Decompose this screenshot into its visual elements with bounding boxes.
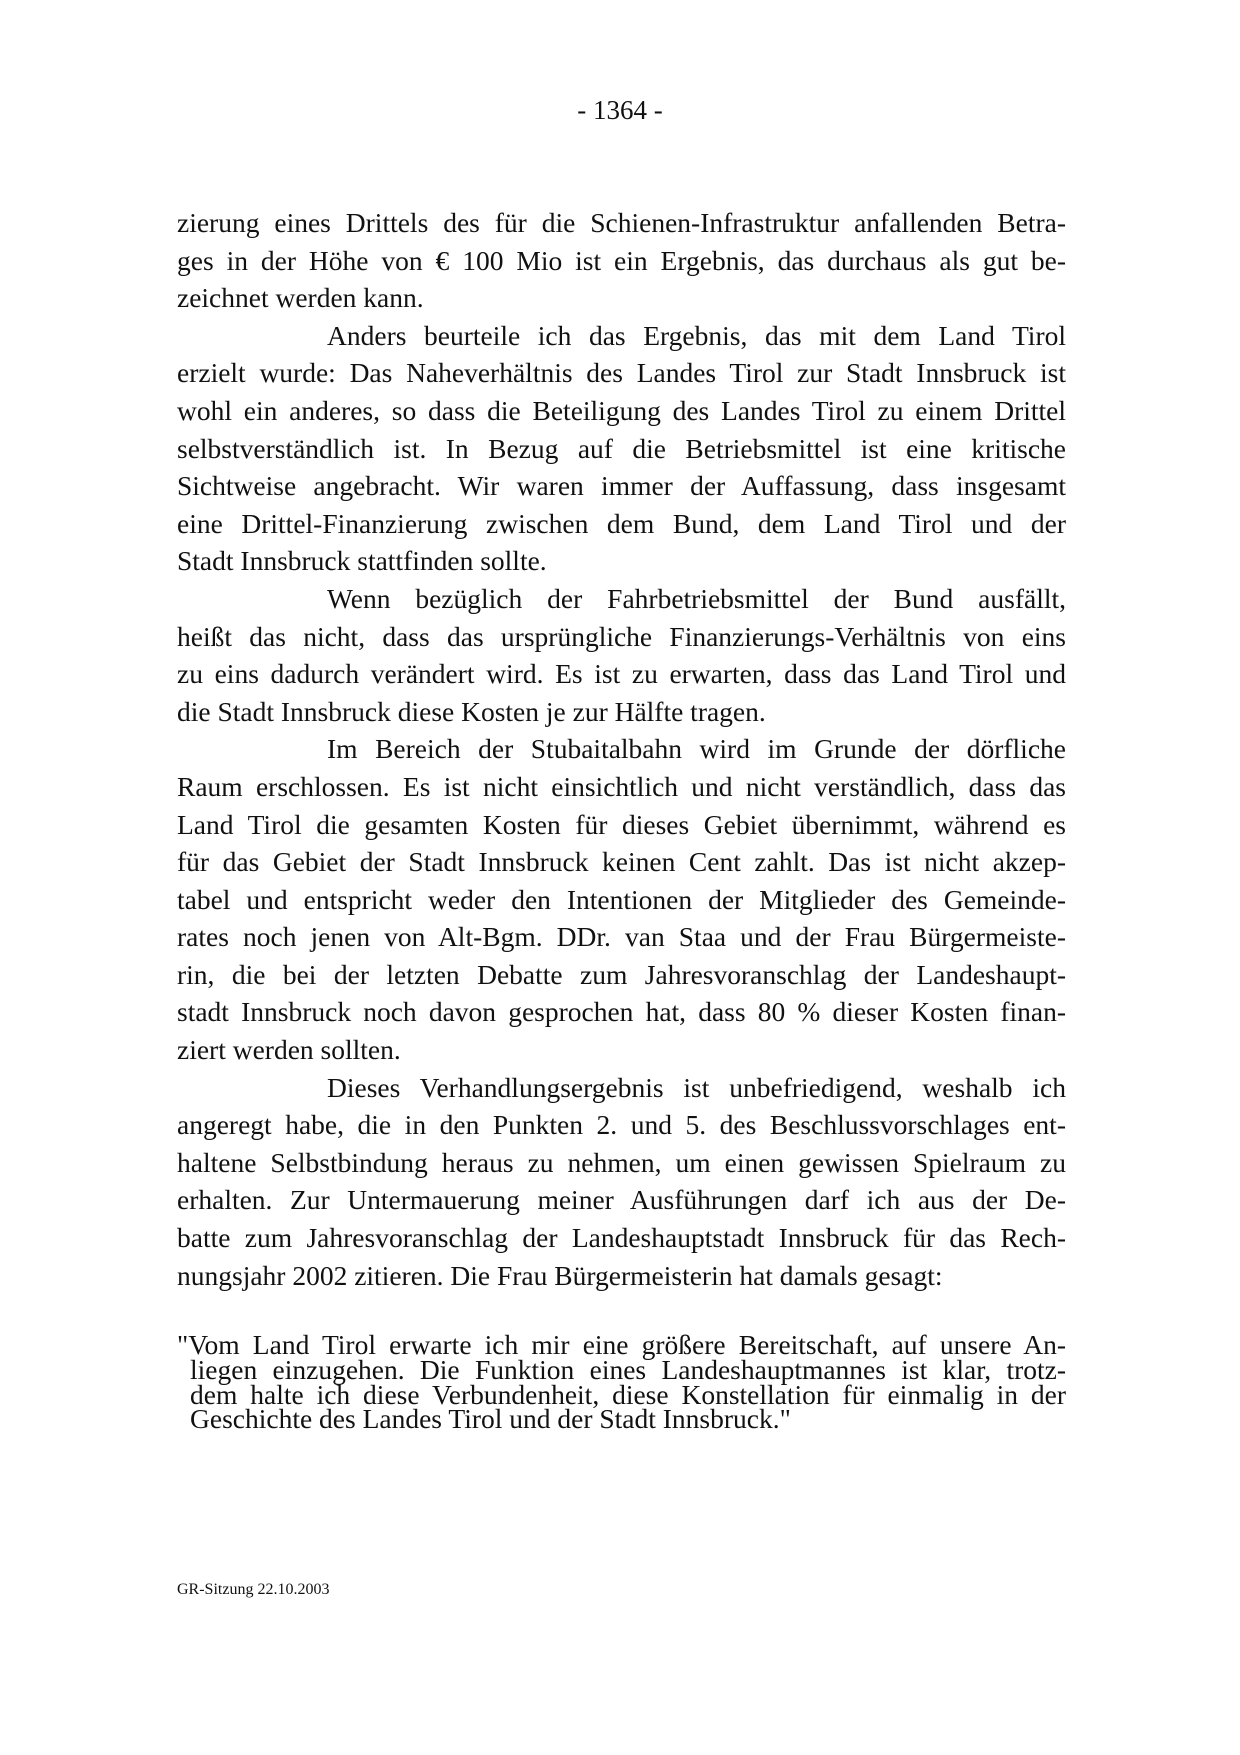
body-line: Land Tirol die gesamten Kosten für dieses Gebiet übernimmt, während es (177, 808, 1066, 840)
body-line: Im Bereich der Stubaitalbahn wird im Grunde der dörfliche (327, 733, 1066, 765)
body-line: stadt Innsbruck noch davon gesprochen hat, dass 80 % dieser Kosten finan- (177, 996, 1066, 1028)
body-line: ges in der Höhe von € 100 Mio ist ein Ergebnis, das durchaus als gut be- (177, 244, 1066, 276)
body-line: Stadt Innsbruck stattfinden sollte. (177, 545, 547, 577)
footer-session: GR-Sitzung 22.10.2003 (177, 1581, 330, 1598)
quote-line: "Vom Land Tirol erwarte ich mir eine größere Bereitschaft, auf unsere An- (177, 1329, 1066, 1360)
body-line: heißt das nicht, dass das ursprüngliche Finanzierungs-Verhältnis von eins (177, 620, 1066, 652)
body-line: rates noch jenen von Alt-Bgm. DDr. van Staa und der Frau Bürgermeiste- (177, 921, 1066, 953)
body-line: Anders beurteile ich das Ergebnis, das mit dem Land Tirol (327, 319, 1066, 351)
body-line: zierung eines Drittels des für die Schienen-Infrastruktur anfallenden Betra- (177, 207, 1066, 238)
body-line: Raum erschlossen. Es ist nicht einsichtlich und nicht verständlich, dass das (177, 770, 1066, 802)
body-text (177, 204, 1066, 1294)
body-line: tabel und entspricht weder den Intentionen der Mitglieder des Gemeinde- (177, 883, 1066, 915)
body-line: Dieses Verhandlungsergebnis ist unbefriedigend, weshalb ich (327, 1071, 1066, 1103)
body-line: für das Gebiet der Stadt Innsbruck keinen Cent zahlt. Das ist nicht akzep- (177, 846, 1066, 878)
body-line: wohl ein anderes, so dass die Beteiligung des Landes Tirol zu einem Drittel (177, 394, 1066, 426)
block-quote (177, 1329, 1066, 1435)
body-line: erzielt wurde: Das Naheverhältnis des Landes Tirol zur Stadt Innsbruck ist (177, 357, 1066, 389)
body-line: haltene Selbstbindung heraus zu nehmen, um einen gewissen Spielraum zu (177, 1146, 1066, 1178)
body-line: zu eins dadurch verändert wird. Es ist zu erwarten, dass das Land Tirol und (177, 658, 1066, 690)
body-line: batte zum Jahresvoranschlag der Landeshauptstadt Innsbruck für das Rech- (177, 1222, 1066, 1254)
quote-line: liegen einzugehen. Die Funktion eines Landeshauptmannes ist klar, trotz- (190, 1353, 1066, 1385)
body-line: rin, die bei der letzten Debatte zum Jahresvoranschlag der Landeshaupt- (177, 958, 1066, 990)
body-line: erhalten. Zur Untermauerung meiner Ausführungen darf ich aus der De- (177, 1184, 1066, 1216)
body-line: nungsjahr 2002 zitieren. Die Frau Bürgermeisterin hat damals gesagt: (177, 1259, 943, 1291)
body-line: angeregt habe, die in den Punkten 2. und 5. des Beschlussvorschlages ent- (177, 1109, 1066, 1141)
body-line: zeichnet werden kann. (177, 282, 424, 314)
page-number: - 1364 - (577, 95, 663, 125)
quote-line: dem halte ich diese Verbundenheit, diese Konstellation für einmalig in der (190, 1378, 1066, 1410)
body-line: eine Drittel-Finanzierung zwischen dem Bund, dem Land Tirol und der (177, 507, 1066, 539)
body-line: Wenn bezüglich der Fahrbetriebsmittel der Bund ausfällt, (327, 582, 1066, 614)
body-line: selbstverständlich ist. In Bezug auf die Betriebsmittel ist eine kritische (177, 432, 1066, 464)
quote-line: Geschichte des Landes Tirol und der Stadt Innsbruck." (190, 1403, 791, 1435)
body-line: die Stadt Innsbruck diese Kosten je zur Hälfte tragen. (177, 695, 766, 727)
body-line: ziert werden sollten. (177, 1034, 401, 1066)
body-line: Sichtweise angebracht. Wir waren immer der Auffassung, dass insgesamt (177, 470, 1066, 502)
